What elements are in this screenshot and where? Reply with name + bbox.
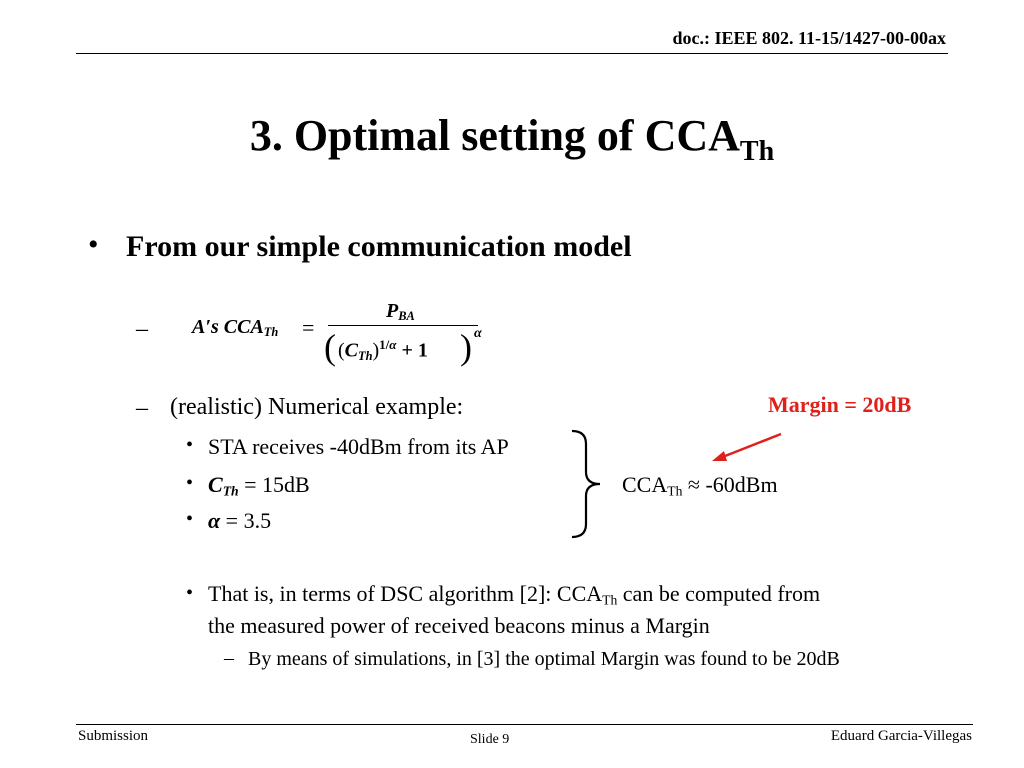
example-alpha-symbol: α: [208, 508, 221, 533]
footer-submission: Submission: [78, 728, 149, 744]
formula-lhs-sub: Th: [263, 325, 279, 340]
dsc-line-2: the measured power of received beacons minus a Margin: [208, 613, 710, 638]
formula-exp-num: 1: [379, 337, 386, 352]
bullet-model-text: From our simple communication model: [126, 230, 632, 263]
formula-numerator: [386, 300, 415, 324]
example-item-3-bullet: •: [186, 508, 194, 530]
document-id: doc.: IEEE 802. 11-15/1427-00-00ax: [672, 28, 946, 48]
bullet-symbol: •: [88, 228, 99, 261]
margin-label: Margin = 20dB: [768, 392, 912, 417]
curly-brace-icon: [570, 428, 614, 540]
formula-c: C: [344, 339, 359, 362]
formula-fraction-line: [328, 325, 478, 326]
formula-equals: =: [302, 315, 315, 340]
cca-formula: [192, 296, 492, 376]
formula-lhs: [192, 316, 278, 340]
slide-title-text: 3. Optimal setting of CCA: [249, 111, 740, 160]
example-dash: –: [136, 395, 148, 421]
dsc-line-1-b: can be computed from: [617, 581, 821, 606]
example-item-2-text: [208, 472, 310, 499]
example-item-1-text: STA receives -40dBm from its AP: [208, 434, 509, 459]
cca-result-prefix: CCA: [622, 472, 668, 497]
cca-result-sub: Th: [667, 483, 683, 499]
formula-outer-exp: α: [474, 326, 482, 341]
formula-denominator: $(C_{Th})^{1/\alpha} + 1$: [338, 337, 428, 363]
formula-close-paren: ): [460, 327, 472, 367]
example-cth-symbol: C: [208, 472, 223, 497]
example-heading: (realistic) Numerical example:: [170, 394, 464, 420]
formula-numerator-sub: BA: [398, 309, 415, 324]
slide-title: [0, 110, 1024, 168]
formula-plus-one: + 1: [401, 339, 428, 362]
arrow-icon: [708, 428, 788, 468]
footer-author: Eduard Garcia-Villegas: [830, 728, 972, 744]
cca-result: [622, 472, 778, 499]
example-item-3-text: [208, 508, 271, 534]
formula-dash: –: [136, 316, 148, 342]
formula-lhs-cca: CCA: [223, 316, 264, 338]
formula-lhs-a: A: [192, 316, 206, 338]
formula-c-sub: Th: [358, 348, 373, 363]
dsc-bullet: •: [186, 582, 194, 604]
formula-numerator-p: P: [386, 300, 399, 322]
slide-title-subscript: Th: [739, 136, 775, 167]
formula-lhs-prime: ′: [205, 316, 211, 338]
example-item-1-bullet: •: [186, 434, 194, 456]
formula-exp-den: α: [389, 337, 397, 352]
footer-divider: [76, 724, 973, 725]
cca-result-value: ≈ -60dBm: [682, 472, 778, 497]
formula-open-paren: (: [324, 327, 336, 367]
header-divider: [76, 53, 948, 54]
formula-lhs-s: s: [210, 316, 219, 338]
dsc-line-1: [208, 581, 820, 608]
dsc-sub-dash: –: [224, 647, 234, 669]
dsc-line-1-a: That is, in terms of DSC algorithm [2]: CCA: [208, 581, 603, 606]
example-item-2-bullet: •: [186, 472, 194, 494]
dsc-sub-text: By means of simulations, in [3] the optimal Margin was found to be 20dB: [248, 648, 840, 670]
dsc-line-1-sub: Th: [602, 592, 618, 608]
footer-slide-number: Slide 9: [470, 732, 510, 747]
example-cth-value: = 15dB: [238, 472, 310, 497]
example-cth-sub: Th: [222, 483, 239, 499]
example-alpha-value: = 3.5: [220, 508, 272, 533]
